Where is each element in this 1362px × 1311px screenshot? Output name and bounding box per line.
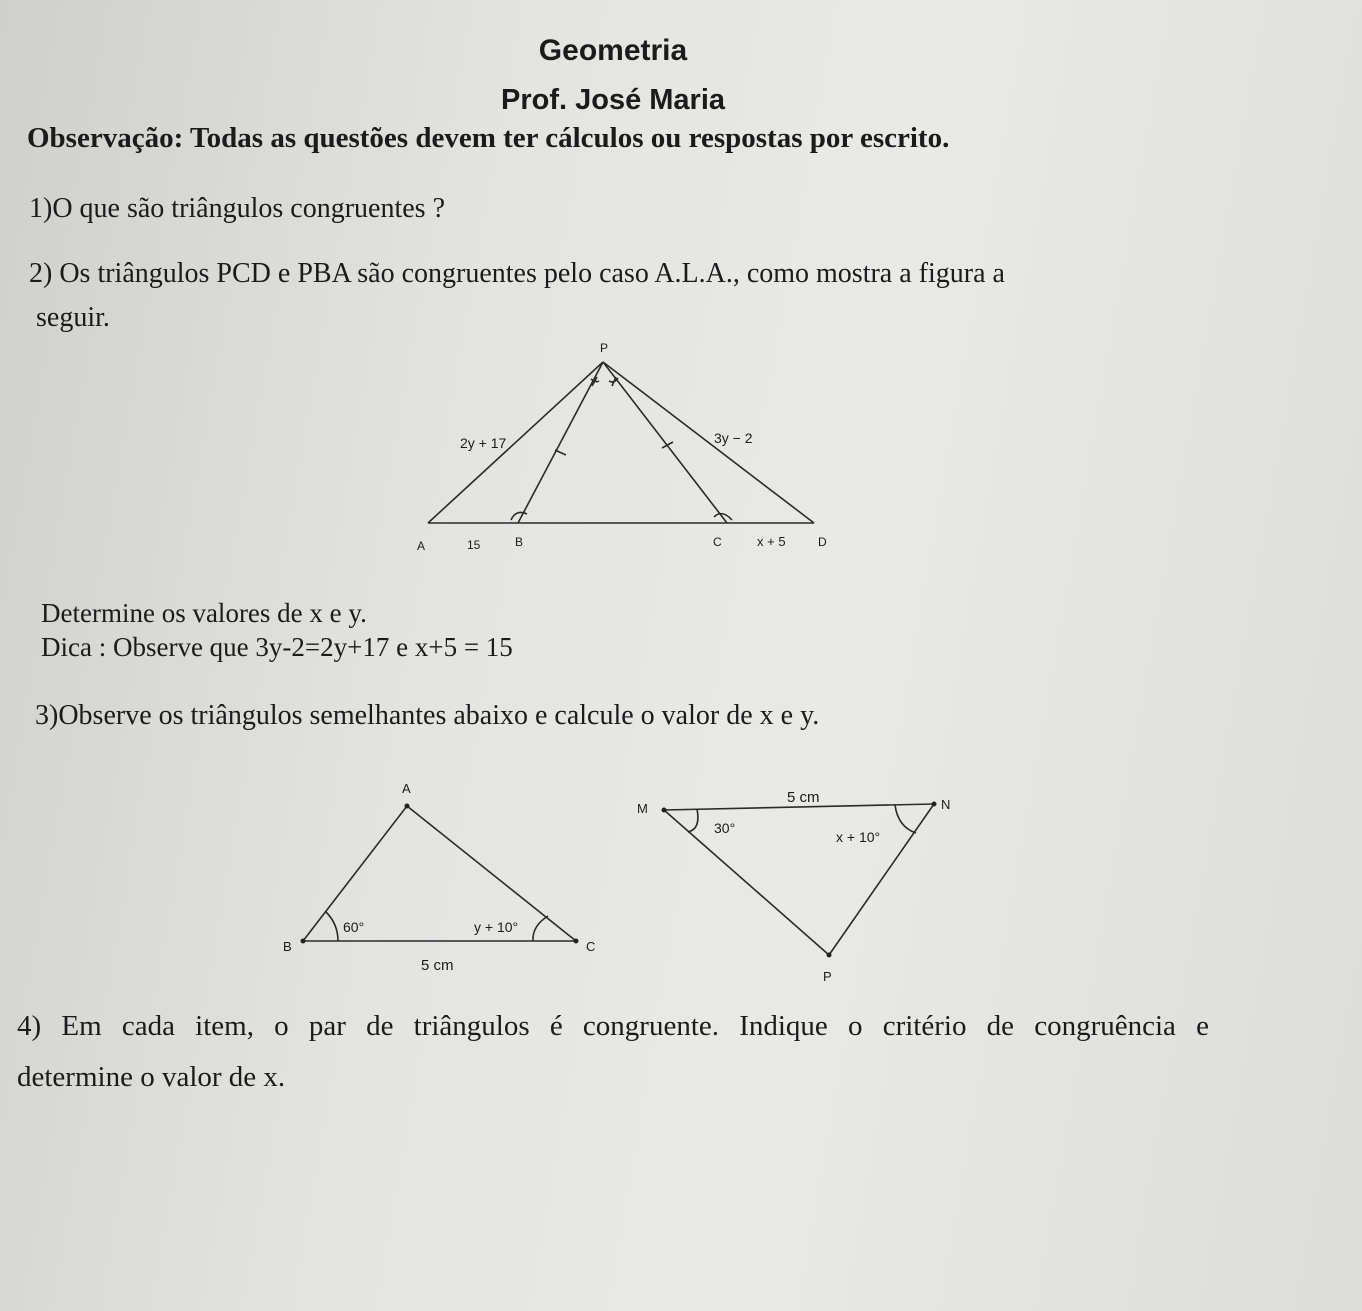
fig2-label-a: A <box>402 781 411 796</box>
fig3-label-side-mn: 5 cm <box>787 789 820 806</box>
fig2-label-angle-c: y + 10° <box>474 919 519 935</box>
question-1: 1)O que são triângulos congruentes ? <box>29 193 445 224</box>
fig1-label-cd: x + 5 <box>757 534 786 549</box>
page-title: Geometria <box>538 34 688 67</box>
arc-angle-b <box>326 912 338 941</box>
tick-pc <box>662 442 673 448</box>
fig1-label-side-pa: 2y + 17 <box>460 435 507 451</box>
fig1-label-c: C <box>713 535 722 549</box>
arc-angle-m <box>688 809 698 832</box>
line-np <box>829 804 934 955</box>
arc-b <box>511 512 527 520</box>
question-2-line-1: 2) Os triângulos PCD e PBA são congruentes pelo caso A.L.A., como mostra a figura a <box>29 258 1005 289</box>
fig1-label-a: A <box>417 539 426 553</box>
fig3-point-p <box>827 953 832 958</box>
line-pb <box>518 362 603 523</box>
question-4-line-2: determine o valor de x. <box>17 1061 286 1093</box>
arc-angle-n <box>895 805 916 833</box>
fig3-label-p: P <box>823 969 832 984</box>
question-2-task: Determine os valores de x e y. <box>41 598 367 628</box>
line-pa <box>428 362 603 523</box>
fig3-point-m <box>662 808 667 813</box>
fig1-label-side-pd: 3y − 2 <box>714 430 753 446</box>
fig1-label-b: B <box>515 535 524 549</box>
fig2-label-b: B <box>283 939 292 954</box>
figure-3-triangle-mnp <box>664 804 934 955</box>
question-3: 3)Observe os triângulos semelhantes abaixo e calcule o valor de x e y. <box>35 700 820 731</box>
fig2-point-b <box>301 939 306 944</box>
fig3-point-n <box>932 802 937 807</box>
fig2-point-a <box>405 804 410 809</box>
fig1-label-p: P <box>600 341 609 355</box>
fig1-label-ab: 15 <box>467 538 481 552</box>
fig3-label-angle-n: x + 10° <box>836 829 881 845</box>
question-4-line-1: 4) Em cada item, o par de triângulos é congruente. Indique o critério de congruência e <box>17 1010 1209 1042</box>
observation-note: Observação: Todas as questões devem ter cálculos ou respostas por escrito. <box>27 122 950 154</box>
fig2-label-side-bc: 5 cm <box>421 957 454 974</box>
question-2-hint: Dica : Observe que 3y-2=2y+17 e x+5 = 15 <box>41 632 513 662</box>
fig2-label-angle-b: 60° <box>343 919 365 935</box>
arc-angle-c <box>533 916 548 941</box>
question-2-line-2: seguir. <box>36 302 110 333</box>
fig3-label-n: N <box>941 797 951 812</box>
author-name: Prof. José Maria <box>500 84 726 116</box>
tick-pb <box>555 450 566 455</box>
fig2-point-c <box>574 939 579 944</box>
fig3-label-m: M <box>637 801 648 816</box>
fig1-label-d: D <box>818 535 827 549</box>
fig2-label-c: C <box>586 939 596 954</box>
fig3-label-angle-m: 30° <box>714 820 736 836</box>
